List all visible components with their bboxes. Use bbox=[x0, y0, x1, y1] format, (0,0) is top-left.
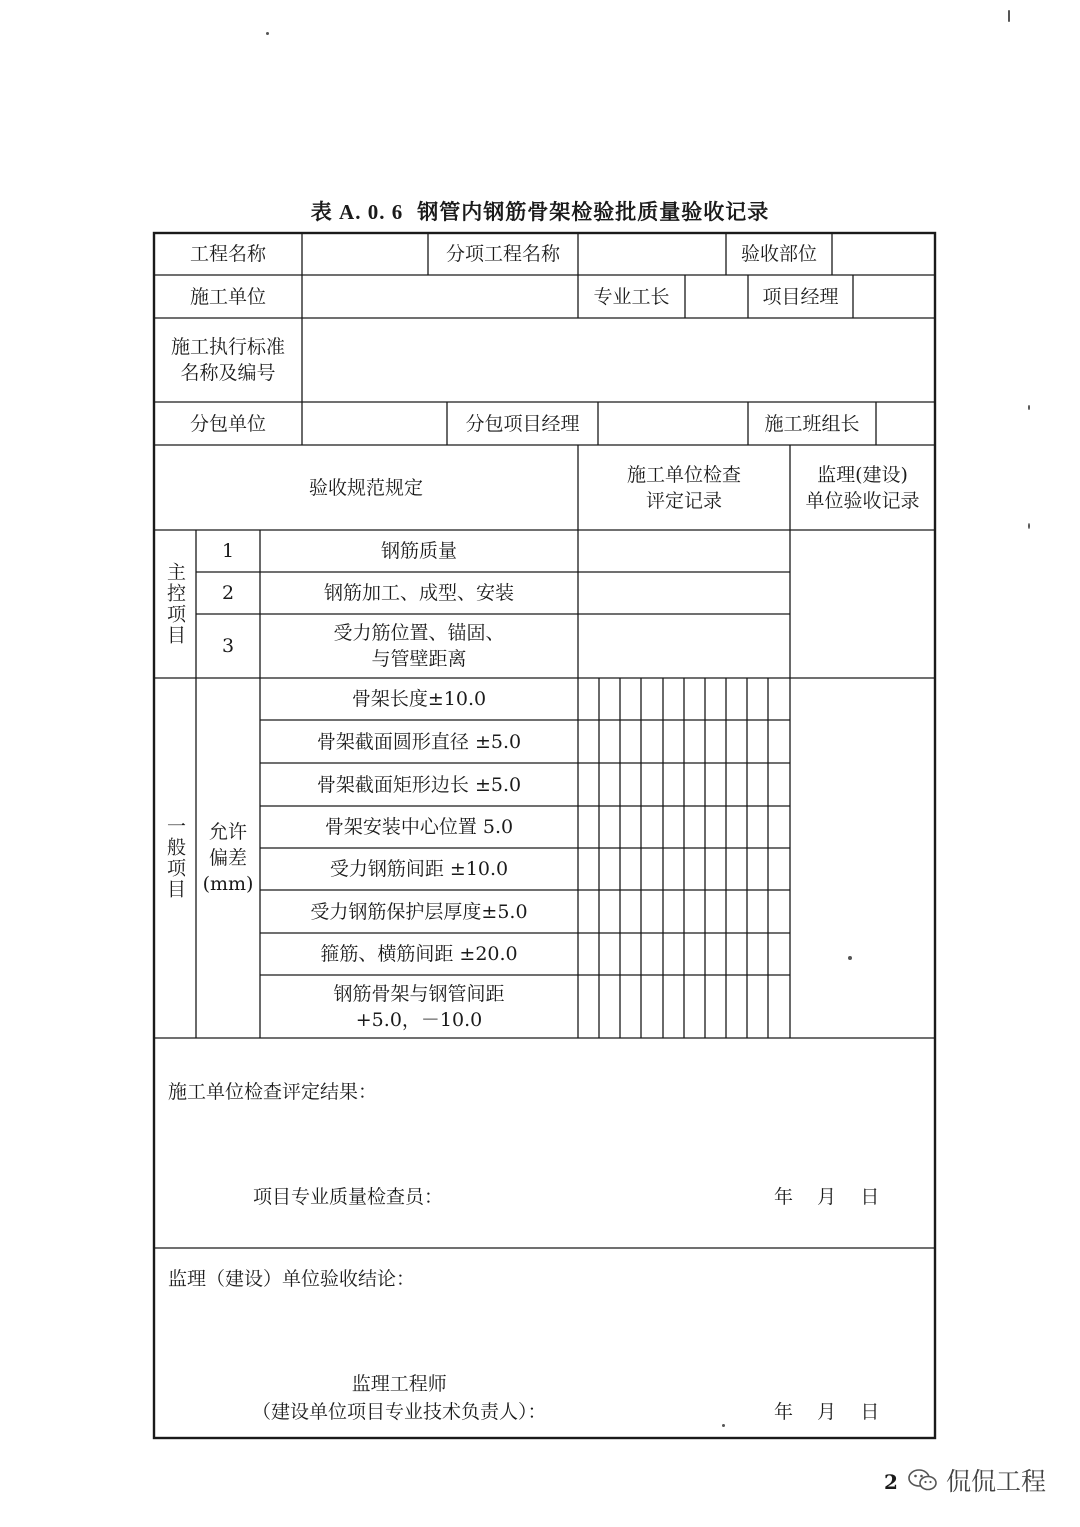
main-item-no: 1 bbox=[221, 540, 235, 562]
tolerance-label: 允许 偏差 (mm) bbox=[202, 821, 254, 895]
sub-item-project-name-label: 分项工程名称 bbox=[445, 243, 560, 265]
scan-speck bbox=[848, 956, 852, 960]
scan-speck bbox=[266, 32, 269, 35]
general-item: 骨架截面矩形边长 ±5.0 bbox=[316, 773, 522, 796]
main-item-no: 2 bbox=[221, 582, 235, 604]
acceptance-part-label: 验收部位 bbox=[740, 243, 817, 265]
subcontract-unit-label: 分包单位 bbox=[189, 412, 266, 435]
professional-foreman-label: 专业工长 bbox=[593, 285, 670, 308]
spec-column-header: 验收规范规定 bbox=[308, 476, 423, 499]
main-control-label: 主控项目 bbox=[164, 562, 186, 646]
page-number: 2 bbox=[884, 1470, 898, 1494]
watermark bbox=[908, 1462, 1046, 1498]
inspector-label: 项目专业质量检查员： bbox=[253, 1186, 444, 1208]
construction-result-label: 施工单位检查评定结果： bbox=[168, 1081, 378, 1103]
general-item: 骨架安装中心位置 5.0 bbox=[324, 816, 514, 838]
project-name-label: 工程名称 bbox=[189, 243, 266, 265]
general-item: 骨架截面圆形直径 ±5.0 bbox=[316, 730, 522, 753]
table-title-text: 钢管内钢筋骨架检验批质量验收记录 bbox=[417, 200, 770, 224]
scan-speck bbox=[1028, 523, 1030, 529]
date-label: 年 月 日 bbox=[774, 1186, 880, 1208]
supervision-conclusion-label: 监理（建设）单位验收结论： bbox=[168, 1268, 416, 1290]
general-item: 受力钢筋间距 ±10.0 bbox=[329, 858, 509, 880]
main-item-text: 钢筋质量 bbox=[380, 540, 457, 562]
date-label: 年 月 日 bbox=[774, 1401, 880, 1423]
scan-speck bbox=[722, 1424, 725, 1427]
general-item: 箍筋、横筋间距 ±20.0 bbox=[320, 943, 518, 965]
scan-speck bbox=[1008, 10, 1010, 22]
general-item: 骨架长度±10.0 bbox=[351, 688, 487, 710]
table-number: 表 A. 0. 6 bbox=[310, 200, 404, 224]
main-item-text: 钢筋加工、成型、安装 bbox=[323, 582, 514, 604]
general-item: 受力钢筋保护层厚度±5.0 bbox=[310, 900, 528, 923]
standard-name-label: 施工执行标准 名称及编号 bbox=[170, 336, 285, 384]
wechat-icon bbox=[908, 1468, 938, 1492]
construction-check-column-header: 施工单位检查 评定记录 bbox=[626, 463, 741, 512]
general-item: 钢筋骨架与钢管间距 +5.0，－10.0 bbox=[333, 982, 505, 1031]
engineer-signature-label: 监理工程师 （建设单位项目专业技术负责人）： bbox=[252, 1373, 547, 1423]
supervision-check-column-header: 监理(建设) 单位验收记录 bbox=[805, 463, 920, 512]
general-items-label: 一般项目 bbox=[164, 816, 186, 900]
subcontract-manager-label: 分包项目经理 bbox=[465, 412, 580, 435]
main-item-no: 3 bbox=[221, 635, 235, 657]
project-manager-label: 项目经理 bbox=[762, 285, 839, 308]
scan-speck bbox=[1028, 405, 1030, 410]
construction-unit-label: 施工单位 bbox=[189, 285, 266, 308]
watermark-text: 侃侃工程 bbox=[945, 1467, 1046, 1496]
main-item-text: 受力筋位置、锚固、 与管壁距离 bbox=[333, 622, 505, 670]
team-leader-label: 施工班组长 bbox=[764, 412, 860, 435]
